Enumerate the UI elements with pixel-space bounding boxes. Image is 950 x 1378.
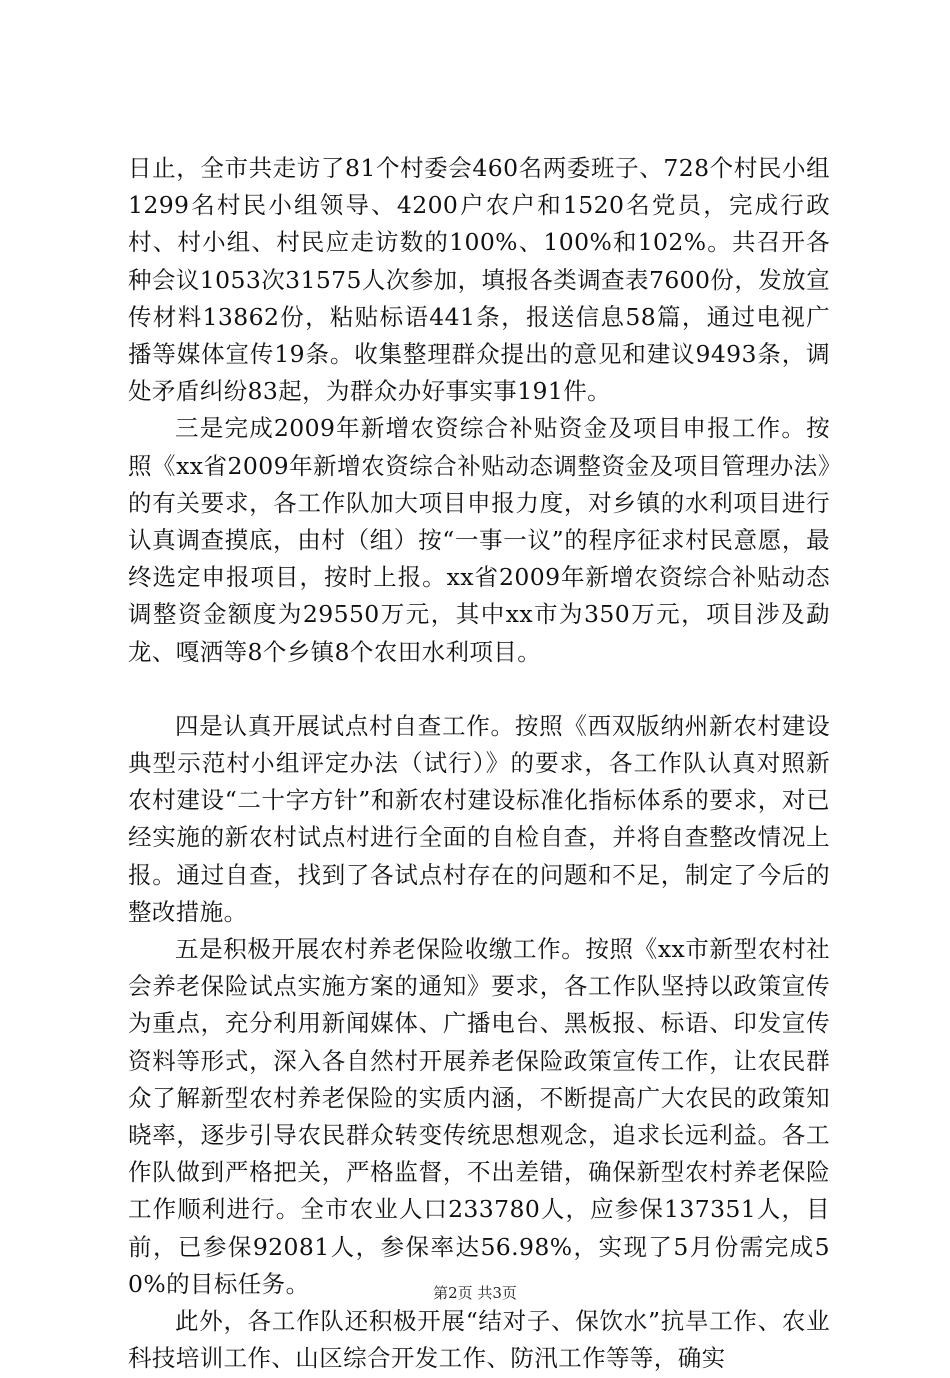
document-body [128, 150, 830, 1378]
page-number-footer: 第2页 共3页 [433, 1284, 517, 1302]
paragraph-other-work: 此外，各工作队还积极开展“结对子、保饮水”抗旱工作、农业科技培训工作、山区综合开发工作、防汛工作等等，确实 [128, 1307, 830, 1373]
paragraph-visit-stats: 日止，全市共走访了81个村委会460名两委班子、728个村民小组1299名村民小组领导、4200户农户和1520名党员，完成行政村、村小组、村民应走访数的100%、100%和102%。共召开各种会议1053次31575人次参加，填报各类调查表7600份，发放宣传材料13862份，粘贴标语441条，报送信息58篇，通过电视广播等媒体宣传19条。收集整理群众提出的意见和建议9493条，调处矛盾纠纷83起，为群众办好事实事191件。 [128, 154, 830, 406]
paragraph-subsidy-application: 三是完成2009年新增农资综合补贴资金及项目申报工作。按照《xx省2009年新增农资综合补贴动态调整资金及项目管理办法》的有关要求，各工作队加大项目申报力度，对乡镇的水利项目进行认真调查摸底，由村（组）按“一事一议”的程序征求村民意愿，最终选定申报项目，按时上报。xx省2009年新增农资综合补贴动态调整资金额度为29550万元，其中xx市为350万元，项目涉及勐龙、嘎洒等8个乡镇8个农田水利项目。 [128, 414, 830, 666]
paragraph-pension-insurance: 五是积极开展农村养老保险收缴工作。按照《xx市新型农村社会养老保险试点实施方案的通知》要求，各工作队坚持以政策宣传为重点，充分利用新闻媒体、广播电台、黑板报、标语、印发宣传资料等形式，深入各自然村开展养老保险政策宣传工作，让农民群众了解新型农村养老保险的实质内涵，不断提高广大农民的政策知晓率，逐步引导农民群众转变传统思想观念，追求长远利益。各工作队做到严格把关，严格监督，不出差错，确保新型农村养老保险工作顺利进行。全市农业人口233780人，应参保137351人，目前，已参保92081人，参保率达56.98%，实现了5月份需完成50%的目标任务。 [128, 935, 830, 1298]
paragraph-pilot-village-inspection: 四是认真开展试点村自查工作。按照《西双版纳州新农村建设典型示范村小组评定办法（试行）》的要求，各工作队认真对照新农村建设“二十字方针”和新农村建设标准化指标体系的要求，对已经实施的新农村试点村进行全面的自检自查，并将自查整改情况上报。通过自查，找到了各试点村存在的问题和不足，制定了今后的整改措施。 [128, 711, 830, 926]
paragraph-spacer [128, 671, 830, 708]
